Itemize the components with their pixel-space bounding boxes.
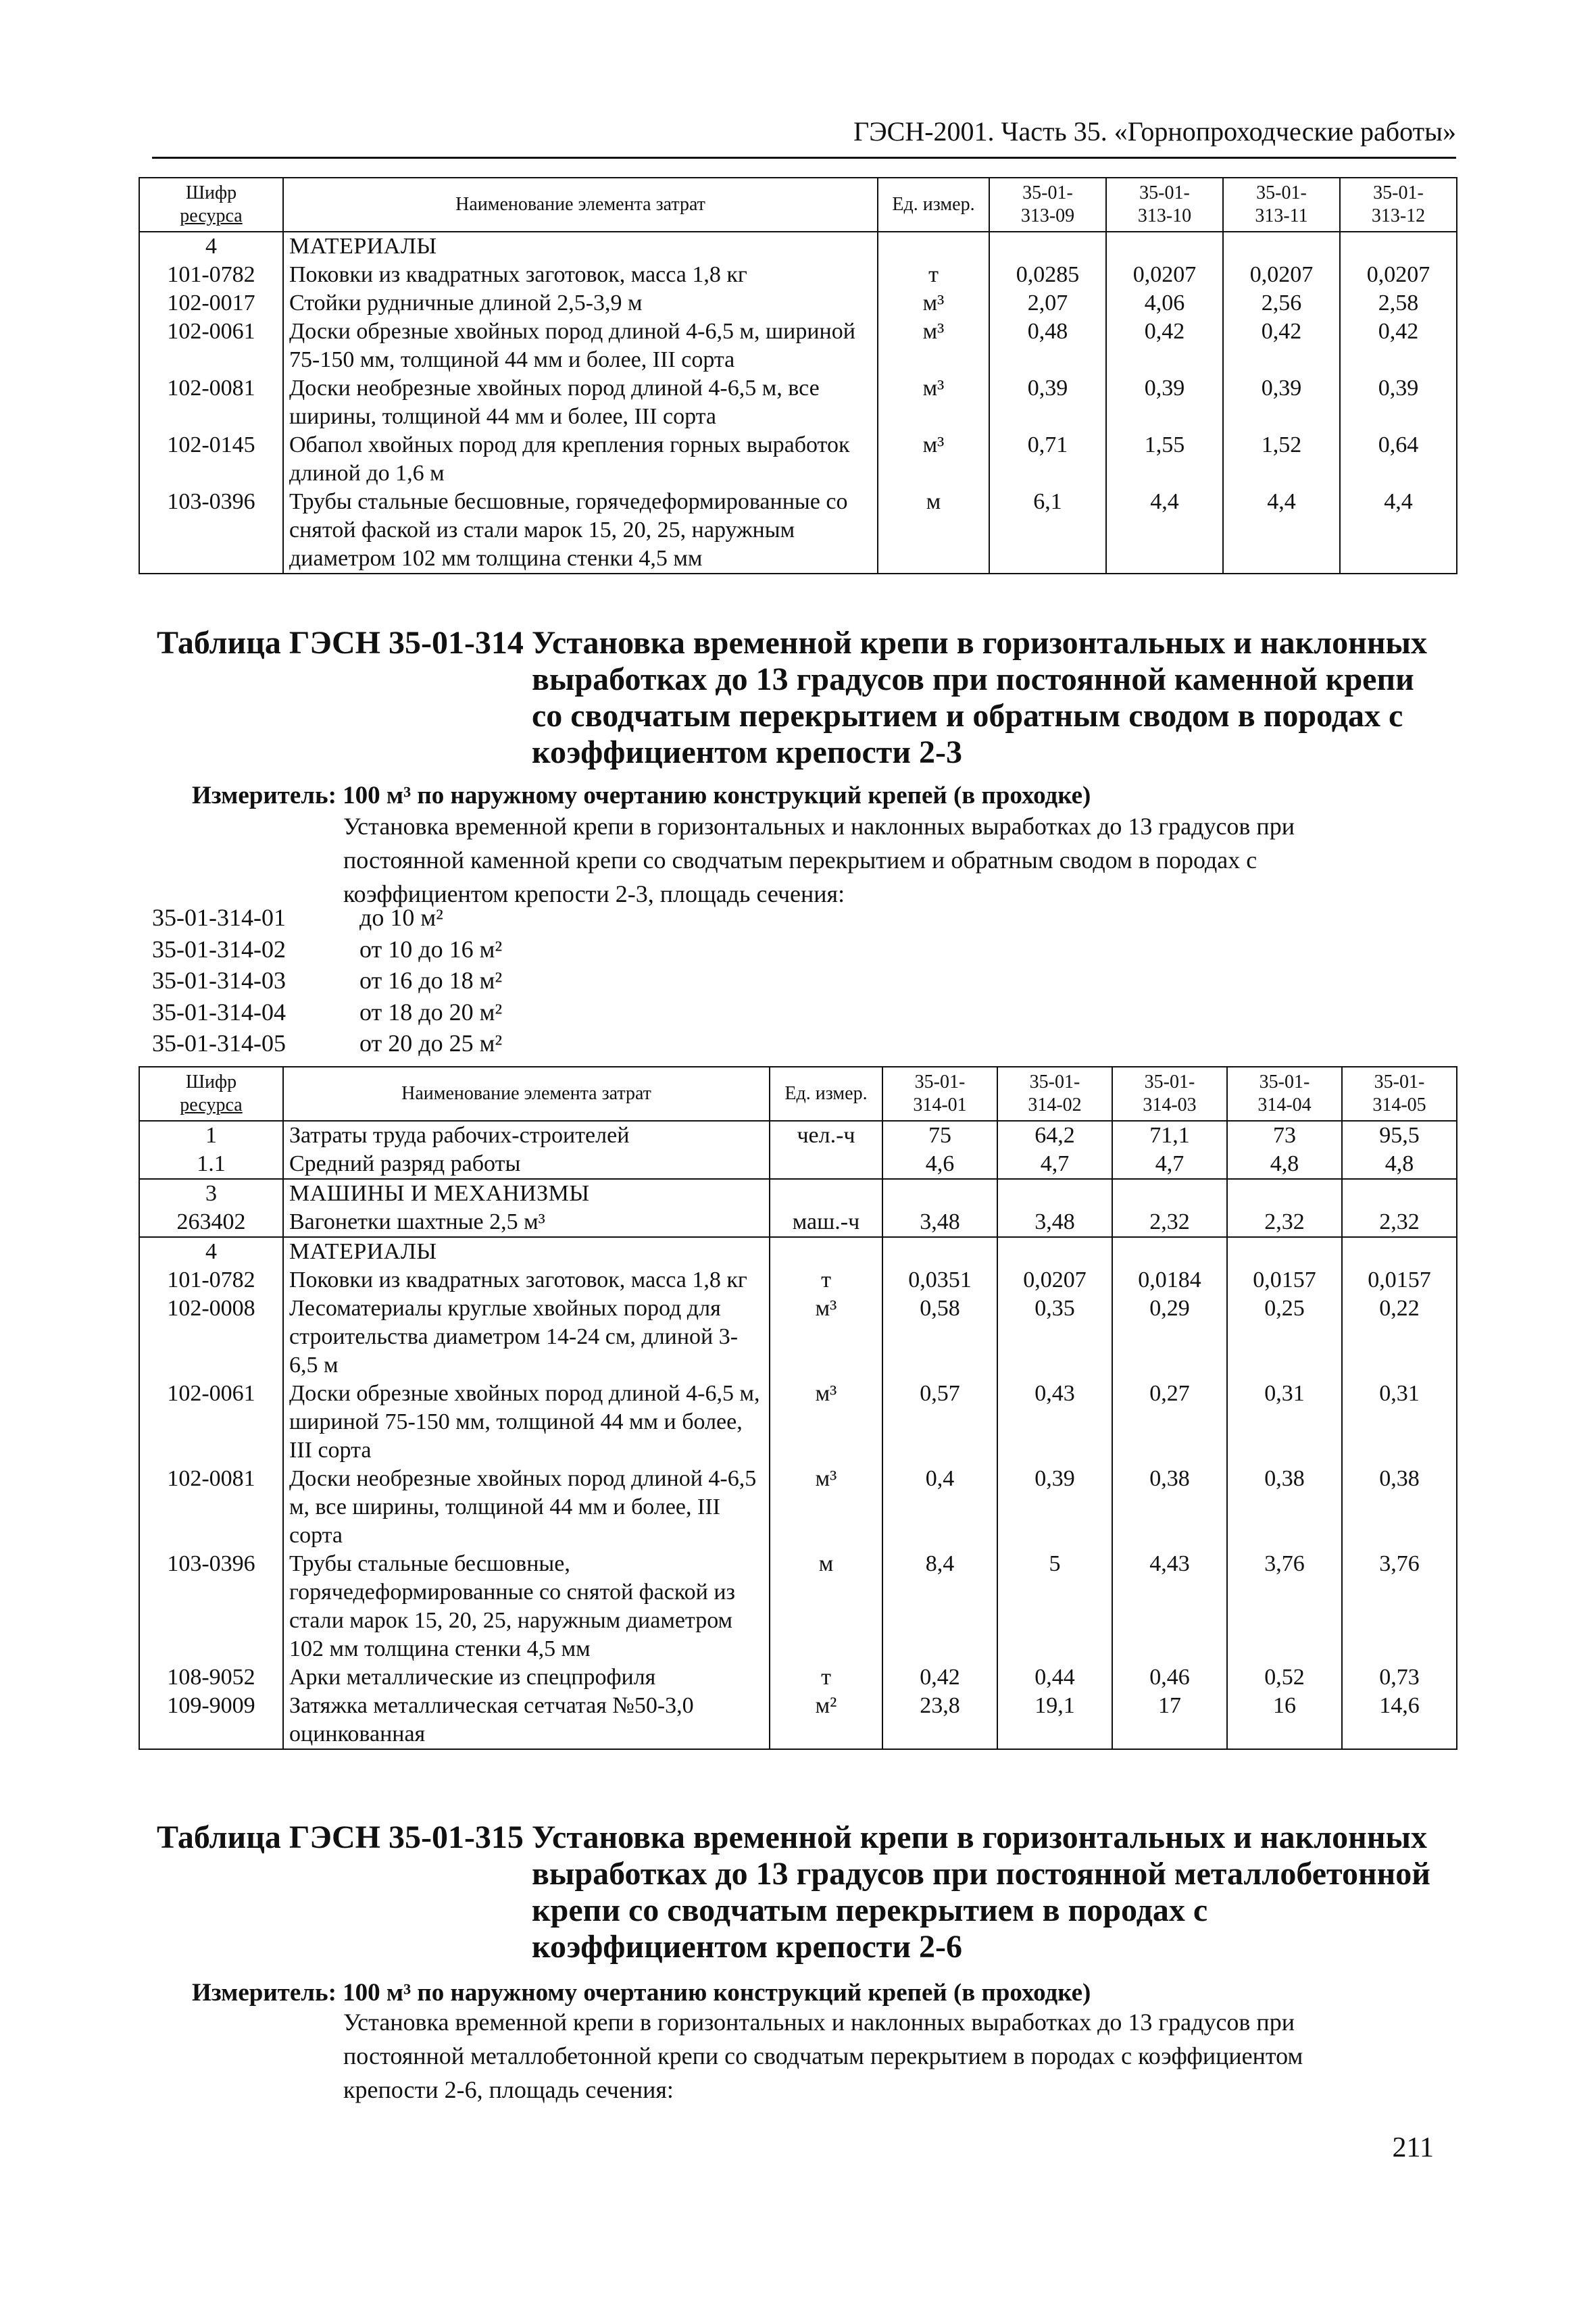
table-row: 1 Затраты труда рабочих-строителей чел.-ч 75 64,2 71,1 73 95,5	[139, 1121, 1457, 1150]
col-header-variant: 35-01- 313-09	[989, 178, 1106, 232]
col-header-variant: 35-01- 314-02	[997, 1067, 1112, 1121]
col-header-code: Шифр ресурса	[139, 1067, 283, 1121]
variant-item: 35-01-314-04 от 18 до 20 м²	[152, 998, 503, 1026]
table-row: 263402 Вагонетки шахтные 2,5 м³ маш.-ч 3,48 3,48 2,32 2,32 2,32	[139, 1208, 1457, 1237]
table-row: 1.1 Средний разряд работы 4,6 4,7 4,7 4,8 4,8	[139, 1150, 1457, 1179]
col-header-variant: 35-01- 314-03	[1112, 1067, 1227, 1121]
col-header-unit: Ед. измер.	[878, 178, 989, 232]
variant-item: 35-01-314-03 от 16 до 18 м²	[152, 967, 503, 994]
table-row: 101-0782 Поковки из квадратных заготовок, масса 1,8 кг т 0,0351 0,0207 0,0184 0,0157 0,0157	[139, 1266, 1457, 1294]
table-row: 102-0061 Доски обрезные хвойных пород длиной 4-6,5 м, шириной 75-150 мм, толщиной 44 мм и более, III сорта м³ 0,57 0,43 0,27 0,31 0,31	[139, 1380, 1457, 1465]
col-header-variant: 35-01- 313-10	[1106, 178, 1223, 232]
col-header-unit: Ед. измер.	[770, 1067, 882, 1121]
col-header-code: Шифр ресурса	[139, 178, 283, 232]
col-header-name: Наименование элемента затрат	[283, 1067, 770, 1121]
resource-table-313	[139, 177, 1457, 574]
table-315-title: Таблица ГЭСН 35-01-315 Установка временной крепи в горизонтальных и наклонных выработках до 13 градусов при постоянной металлобетонной крепи со сводчатым перекрытием в породах с коэффициентом крепости 2-6	[157, 1819, 1430, 1965]
col-header-name: Наименование элемента затрат	[283, 178, 878, 232]
resource-table-314	[139, 1066, 1457, 1750]
table-row: 103-0396 Трубы стальные бесшовные, горячедеформированные со снятой фаской из стали марок 15, 20, 25, наружным диаметром 102 мм толщина стенки 4,5 мм м 8,4 5 4,43 3,76 3,76	[139, 1550, 1457, 1663]
section-row: 4 МАТЕРИАЛЫ	[139, 1237, 1457, 1266]
col-header-variant: 35-01- 314-04	[1227, 1067, 1342, 1121]
table-314-title: Таблица ГЭСН 35-01-314 Установка временной крепи в горизонтальных и наклонных выработках до 13 градусов при постоянной каменной крепи со сводчатым перекрытием и обратным сводом в породах с коэффициентом крепости 2-3	[157, 625, 1427, 770]
page-number: 211	[1392, 2132, 1434, 2163]
col-header-variant: 35-01- 313-12	[1340, 178, 1457, 232]
col-header-variant: 35-01- 313-11	[1223, 178, 1340, 232]
table-row: 102-0081 Доски необрезные хвойных пород длиной 4-6,5 м, все ширины, толщиной 44 мм и более, III сорта м³ 0,39 0,39 0,39 0,39	[139, 374, 1457, 431]
col-header-variant: 35-01- 314-05	[1342, 1067, 1457, 1121]
table-row: 101-0782 Поковки из квадратных заготовок, масса 1,8 кг т 0,0285 0,0207 0,0207 0,0207	[139, 261, 1457, 289]
table-315-description: Установка временной крепи в горизонтальных и наклонных выработках до 13 градусов при постоянной металлобетонной крепи со сводчатым перекрытием в породах с коэффициентом крепости 2-6, площадь сечения:	[343, 2009, 1303, 2103]
table-row: 108-9052 Арки металлические из спецпрофиля т 0,42 0,44 0,46 0,52 0,73	[139, 1663, 1457, 1692]
table-row: 103-0396 Трубы стальные бесшовные, горячедеформированные со снятой фаской из стали марок 15, 20, 25, наружным диаметром 102 мм толщина стенки 4,5 мм м 6,1 4,4 4,4 4,4	[139, 488, 1457, 574]
table-row: 109-9009 Затяжка металлическая сетчатая №50-3,0 оцинкованная м² 23,8 19,1 17 16 14,6	[139, 1692, 1457, 1749]
table-header-row	[139, 1067, 1457, 1121]
table-314-meter: Измеритель: 100 м³ по наружному очертанию конструкций крепей (в проходке)	[192, 782, 1091, 809]
variant-item: 35-01-314-01 до 10 м²	[152, 904, 443, 931]
section-row: 3 МАШИНЫ И МЕХАНИЗМЫ	[139, 1179, 1457, 1208]
table-row: 102-0008 Лесоматериалы круглые хвойных пород для строительства диаметром 14-24 см, длиной 3-6,5 м м³ 0,58 0,35 0,29 0,25 0,22	[139, 1294, 1457, 1380]
table-header-row	[139, 178, 1457, 232]
variant-item: 35-01-314-02 от 10 до 16 м²	[152, 935, 503, 963]
col-header-variant: 35-01- 314-01	[882, 1067, 997, 1121]
section-row: 4 МАТЕРИАЛЫ	[139, 232, 1457, 261]
table-row: 102-0017 Стойки рудничные длиной 2,5-3,9 м м³ 2,07 4,06 2,56 2,58	[139, 289, 1457, 318]
running-header: ГЭСН-2001. Часть 35. «Горнопроходческие работы»	[152, 115, 1456, 159]
table-row: 102-0061 Доски обрезные хвойных пород длиной 4-6,5 м, шириной 75-150 мм, толщиной 44 мм и более, III сорта м³ 0,48 0,42 0,42 0,42	[139, 318, 1457, 374]
variant-item: 35-01-314-05 от 20 до 25 м²	[152, 1030, 503, 1057]
table-315-meter: Измеритель: 100 м³ по наружному очертанию конструкций крепей (в проходке)	[192, 1979, 1091, 2007]
table-314-variants	[152, 902, 502, 1059]
table-314-description: Установка временной крепи в горизонтальных и наклонных выработках до 13 градусов при постоянной каменной крепи со сводчатым перекрытием и обратным сводом в породах с коэффициентом крепости 2-3, площадь сечения:	[343, 813, 1295, 907]
table-row: 102-0081 Доски необрезные хвойных пород длиной 4-6,5 м, все ширины, толщиной 44 мм и более, III сорта м³ 0,4 0,39 0,38 0,38 0,38	[139, 1465, 1457, 1550]
table-row: 102-0145 Обапол хвойных пород для крепления горных выработок длиной до 1,6 м м³ 0,71 1,55 1,52 0,64	[139, 431, 1457, 488]
